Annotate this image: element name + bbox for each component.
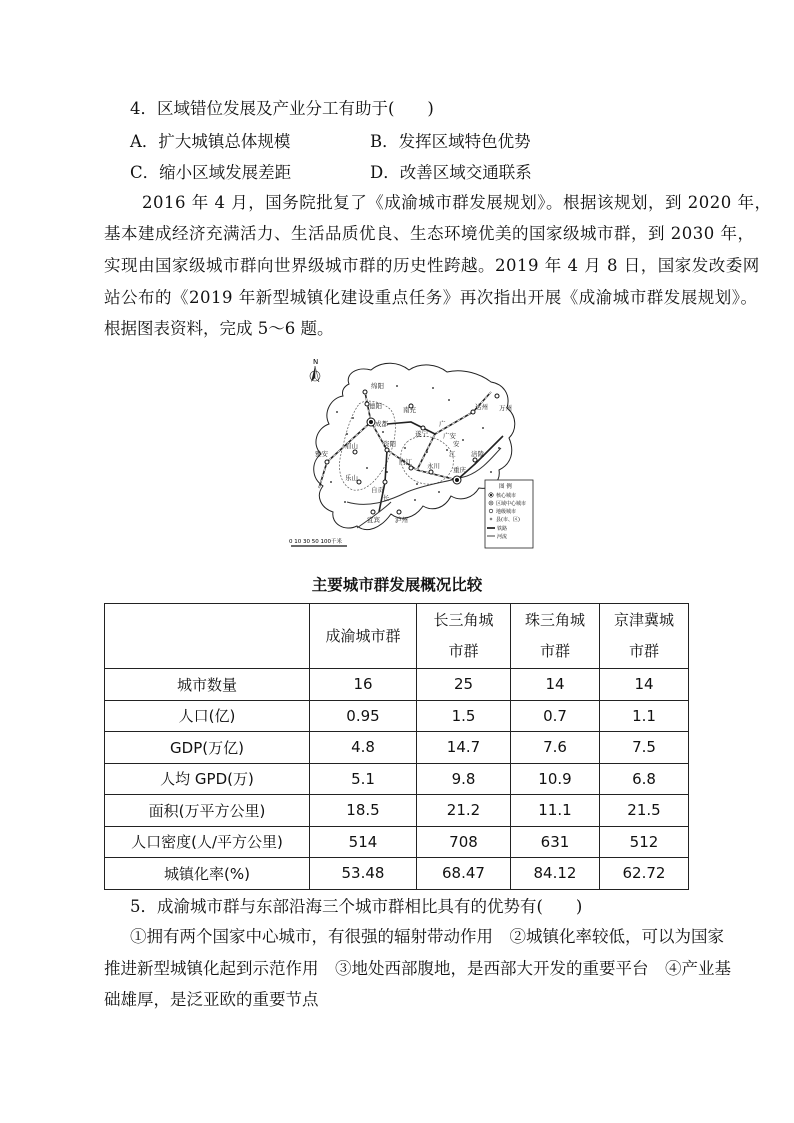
city-markers — [315, 381, 512, 524]
table-header-cell: 成渝城市群 — [310, 604, 417, 669]
table-row — [105, 858, 689, 890]
table-row — [105, 795, 689, 827]
map-legend — [485, 480, 533, 548]
question-4-option-b: B．发挥区域特色优势 — [370, 132, 531, 151]
table-cell: 7.5 — [600, 732, 689, 764]
question-4-option-d: D．改善区域交通联系 — [370, 163, 532, 182]
table-cell: 14.7 — [417, 732, 511, 764]
svg-text:广安: 广安 — [443, 432, 456, 440]
table-header-cell: 长三角城 市群 — [417, 604, 511, 669]
svg-text:核心城市: 核心城市 — [496, 493, 517, 499]
question-5-line-3: 础雄厚，是泛亚欧的重要节点 — [104, 990, 319, 1009]
svg-text:江: 江 — [449, 450, 456, 458]
table-cell: 21.2 — [417, 795, 511, 827]
svg-text:N: N — [313, 358, 319, 366]
table-row — [105, 763, 689, 795]
passage-line-2: 基本建成经济充满活力、生活品质优良、生态环境优美的国家级城市群，到 2030 年， — [104, 224, 755, 243]
map-scale-bar — [289, 537, 347, 546]
svg-text:遂宁: 遂宁 — [415, 430, 428, 438]
table-row — [105, 826, 689, 858]
table-row — [105, 700, 689, 732]
table-cell: 631 — [511, 826, 600, 858]
passage-line-3: 实现由国家级城市群向世界级城市群的历史性跨越。2019 年 4 月 8 日，国家发改委网 — [104, 256, 760, 275]
svg-text:雅安: 雅安 — [315, 450, 328, 458]
table-row-label: 人口密度(人/平方公里) — [105, 826, 310, 858]
svg-text:德阳: 德阳 — [369, 402, 382, 410]
table-cell: 5.1 — [310, 763, 417, 795]
chengyu-region-map — [287, 352, 535, 552]
question-5-line-2: 推进新型城镇化起到示范作用 ③地处西部腹地，是西部大开发的重要平台 ④产业基 — [104, 959, 731, 978]
city-cluster-comparison-table — [104, 603, 689, 890]
table-cell: 14 — [511, 669, 600, 701]
svg-text:宜宾: 宜宾 — [367, 516, 380, 524]
passage-line-1: 2016 年 4 月，国务院批复了《成渝城市群发展规划》。根据该规划，到 2020 年， — [142, 193, 772, 212]
table-cell: 14 — [600, 669, 689, 701]
svg-text:眉山: 眉山 — [345, 442, 358, 450]
table-row-label: 城市数量 — [105, 669, 310, 701]
svg-text:泸州: 泸州 — [395, 516, 408, 524]
table-cell: 68.47 — [417, 858, 511, 890]
table-cell: 6.8 — [600, 763, 689, 795]
table-cell: 514 — [310, 826, 417, 858]
table-cell: 25 — [417, 669, 511, 701]
svg-text:绵阳: 绵阳 — [371, 382, 384, 390]
svg-text:乐山: 乐山 — [345, 474, 358, 482]
table-header-cell: 京津冀城 市群 — [600, 604, 689, 669]
table-cell: 1.1 — [600, 700, 689, 732]
question-4-stem: 4．区域错位发展及产业分工有助于( ) — [130, 99, 434, 118]
question-4-option-a: A．扩大城镇总体规模 — [130, 132, 291, 151]
svg-text:自贡: 自贡 — [371, 486, 384, 494]
table-cell: 16 — [310, 669, 417, 701]
table-cell: 4.8 — [310, 732, 417, 764]
svg-text:南充: 南充 — [403, 406, 416, 414]
svg-text:铁路: 铁路 — [497, 526, 508, 532]
table-cell: 0.95 — [310, 700, 417, 732]
table-row-label: 城镇化率(%) — [105, 858, 310, 890]
table-header-row — [105, 604, 689, 669]
question-5-stem: 5．成渝城市群与东部沿海三个城市群相比具有的优势有( ) — [130, 897, 583, 916]
table-cell: 7.6 — [511, 732, 600, 764]
svg-text:万州: 万州 — [499, 404, 512, 412]
table-row — [105, 669, 689, 701]
svg-text:成都: 成都 — [375, 420, 388, 428]
table-cell: 53.48 — [310, 858, 417, 890]
table-cell: 9.8 — [417, 763, 511, 795]
table-cell: 11.1 — [511, 795, 600, 827]
svg-text:重庆: 重庆 — [453, 466, 466, 474]
svg-text:涪陵: 涪陵 — [471, 450, 484, 458]
svg-text:长: 长 — [383, 494, 390, 502]
svg-text:区域中心城市: 区域中心城市 — [496, 501, 527, 507]
svg-text:县(市、区): 县(市、区) — [496, 517, 520, 523]
table-cell: 512 — [600, 826, 689, 858]
svg-text:图 例: 图 例 — [499, 484, 512, 490]
table-cell: 18.5 — [310, 795, 417, 827]
svg-text:内江: 内江 — [399, 458, 412, 466]
table-cell: 62.72 — [600, 858, 689, 890]
table-row-label: 面积(万平方公里) — [105, 795, 310, 827]
table-cell: 0.7 — [511, 700, 600, 732]
svg-text:永川: 永川 — [427, 462, 440, 470]
question-5-line-1: ①拥有两个国家中心城市，有很强的辐射带动作用 ②城镇化率较低，可以为国家 — [130, 927, 724, 946]
svg-text:地级城市: 地级城市 — [496, 509, 517, 515]
passage-line-4: 站公布的《2019 年新型城镇化建设重点任务》再次指出开展《成渝城市群发展规划》。 — [104, 288, 758, 307]
svg-text:达州: 达州 — [475, 403, 488, 411]
table-cell: 1.5 — [417, 700, 511, 732]
table-header-cell: 珠三角城 市群 — [511, 604, 600, 669]
svg-text:资阳: 资阳 — [383, 440, 396, 448]
table-row-label: 人均 GPD(万) — [105, 763, 310, 795]
table-row-label: 人口(亿) — [105, 700, 310, 732]
svg-text:0 10 30 50 100千米: 0 10 30 50 100千米 — [289, 539, 342, 545]
table-cell: 10.9 — [511, 763, 600, 795]
table-header-empty — [105, 604, 310, 669]
svg-text:广: 广 — [439, 420, 446, 428]
table-cell: 84.12 — [511, 858, 600, 890]
svg-text:安: 安 — [453, 440, 460, 448]
north-arrow-icon — [310, 358, 320, 382]
question-4-option-c: C．缩小区域发展差距 — [130, 163, 292, 182]
table-cell: 708 — [417, 826, 511, 858]
svg-text:河流: 河流 — [497, 534, 508, 540]
passage-line-5: 根据图表资料，完成 5～6 题。 — [104, 319, 334, 338]
table-row-label: GDP(万亿) — [105, 732, 310, 764]
table-row — [105, 732, 689, 764]
table-title: 主要城市群发展概况比较 — [311, 576, 483, 594]
table-cell: 21.5 — [600, 795, 689, 827]
